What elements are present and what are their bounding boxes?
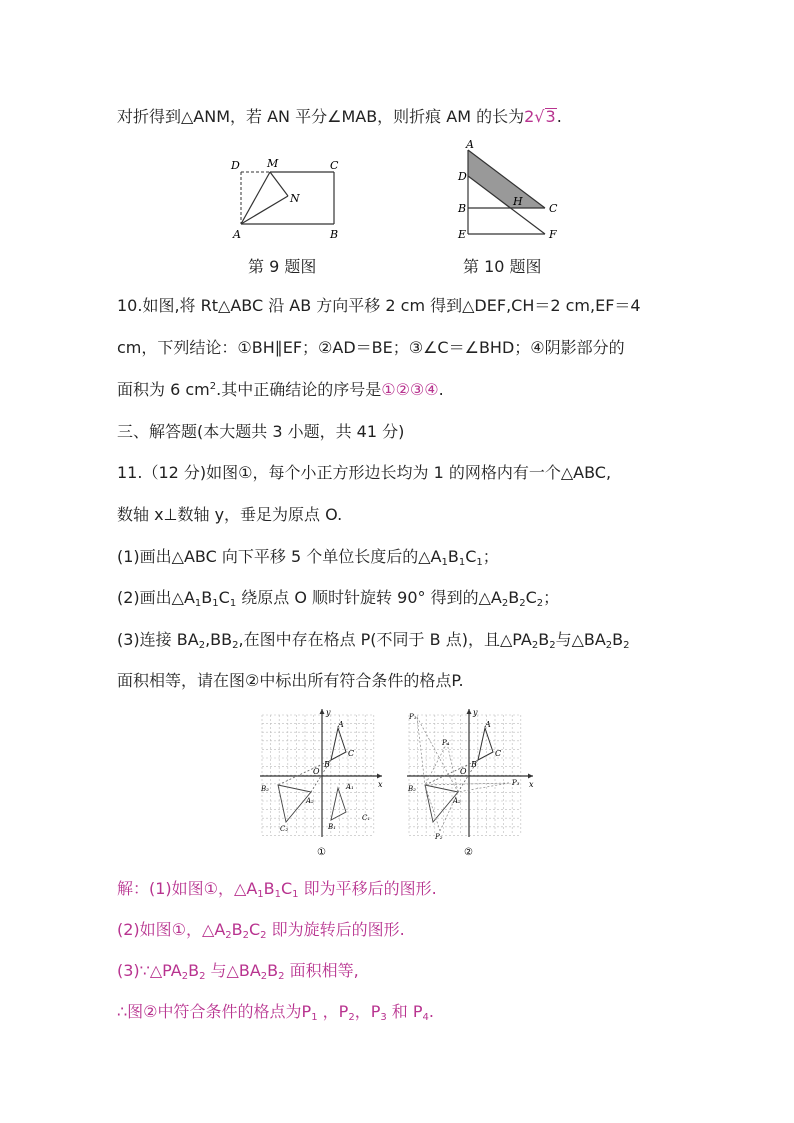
- fig9-label-n: N: [290, 192, 300, 205]
- svg-text:x: x: [378, 780, 383, 789]
- fig10-label-a: A: [466, 138, 474, 151]
- svg-text:O: O: [313, 767, 320, 776]
- fig10-label-f: F: [549, 228, 557, 241]
- solution-2: (2)如图①，$\triangle A_2B_2C_2$ 即为旋转后的图形.: [117, 920, 405, 941]
- answer-9: 2√3: [524, 107, 556, 126]
- fig9-label-d: D: [231, 159, 240, 172]
- q11-part3: (3)连接 $BA_2,BB_2$,在图中存在格点 P(不同于 B 点)，且$\triangle PA_2B_2$与$\triangle BA_2B_2$: [117, 630, 630, 651]
- fig10-label-b: B: [458, 202, 467, 215]
- svg-text:C₁: C₁: [362, 814, 371, 822]
- q10-line1: 10.如图,将 Rt△ABC 沿 AB 方向平移 2 cm 得到△DEF,CH＝2 cm,EF＝4: [117, 296, 641, 315]
- fig9-caption: 第 9 题图: [248, 257, 317, 276]
- svg-text:y: y: [473, 708, 478, 717]
- svg-text:P₂: P₂: [435, 833, 443, 841]
- solution-4: ∴图②中符合条件的格点为$P_1$ ，$P_2$，$P_3$ 和 $P_4$.: [117, 1002, 435, 1023]
- graph-2: [405, 705, 540, 860]
- svg-text:B₁: B₁: [328, 823, 336, 831]
- q11-part2: (2)画出$\triangle A_1B_1C_1$ 绕原点 O 顺时针旋转 90° 得到的$\triangle A_2B_2C_2$；: [117, 588, 560, 609]
- fig9-label-c: C: [330, 159, 339, 172]
- svg-text:B₂: B₂: [408, 785, 416, 793]
- fig10-caption: 第 10 题图: [463, 257, 542, 276]
- svg-text:C: C: [495, 749, 502, 758]
- svg-text:C: C: [348, 749, 355, 758]
- svg-text:C₂: C₂: [280, 825, 289, 833]
- top-line-text: 对折得到△ANM，若 AN 平分∠MAB，则折痕 AM 的长为: [117, 107, 525, 126]
- fig10-label-d: D: [458, 170, 467, 183]
- section-3-heading: 三、解答题(本大题共 3 小题，共 41 分): [117, 422, 405, 441]
- answer-10: ①②③④: [381, 380, 439, 399]
- svg-text:A: A: [485, 720, 491, 729]
- q10-line2: cm，下列结论：①BH∥EF；②AD＝BE；③∠C＝∠BHD；④阴影部分的: [117, 338, 625, 357]
- q10-line3: 面积为 6 $cm^2$.其中正确结论的序号是①②③④.: [117, 380, 444, 399]
- solution-3: $(3)\because\triangle PA_2B_2$ 与$\triangle BA_2B_2$ 面积相等,: [117, 961, 359, 982]
- svg-text:P₄: P₄: [442, 739, 450, 747]
- q11-line1: 11.（12 分)如图①，每个小正方形边长均为 1 的网格内有一个△ABC,: [117, 463, 612, 482]
- svg-text:P₃: P₃: [512, 779, 520, 787]
- fig10-label-e: E: [458, 228, 467, 241]
- fig9-label-a: A: [233, 228, 241, 241]
- svg-text:A₁: A₁: [346, 783, 354, 791]
- fig9-label-m: M: [267, 157, 279, 170]
- q11-line2: 数轴 x⊥数轴 y，垂足为原点 O.: [117, 505, 343, 524]
- fig10-label-c: C: [549, 202, 558, 215]
- svg-text:①: ①: [317, 847, 326, 858]
- svg-text:A: A: [338, 720, 344, 729]
- graph-1: [258, 705, 388, 860]
- q11-part1: (1)画出△ABC 向下平移 5 个单位长度后的$\triangle A_1B_1C_1$；: [117, 547, 499, 568]
- svg-text:②: ②: [464, 847, 473, 858]
- svg-text:y: y: [326, 708, 331, 717]
- svg-text:A₂: A₂: [306, 797, 314, 805]
- svg-text:B: B: [324, 760, 330, 769]
- solution-1: 解：(1)如图①，$\triangle A_1B_1C_1$ 即为平移后的图形.: [117, 879, 437, 900]
- svg-text:x: x: [529, 780, 534, 789]
- figure-9: [228, 152, 348, 247]
- svg-text:B: B: [471, 760, 477, 769]
- figure-10: [455, 138, 565, 244]
- svg-text:B₂: B₂: [261, 785, 269, 793]
- svg-text:P₁: P₁: [409, 713, 417, 721]
- q11-part3-line2: 面积相等，请在图②中标出所有符合条件的格点P.: [117, 671, 464, 690]
- fig9-label-b: B: [330, 228, 339, 241]
- svg-text:A₂: A₂: [453, 797, 461, 805]
- top-line: 对折得到△ANM，若 AN 平分∠MAB，则折痕 AM 的长为2√3.: [117, 107, 562, 126]
- svg-text:O: O: [460, 767, 467, 776]
- fig10-label-h: H: [513, 195, 523, 208]
